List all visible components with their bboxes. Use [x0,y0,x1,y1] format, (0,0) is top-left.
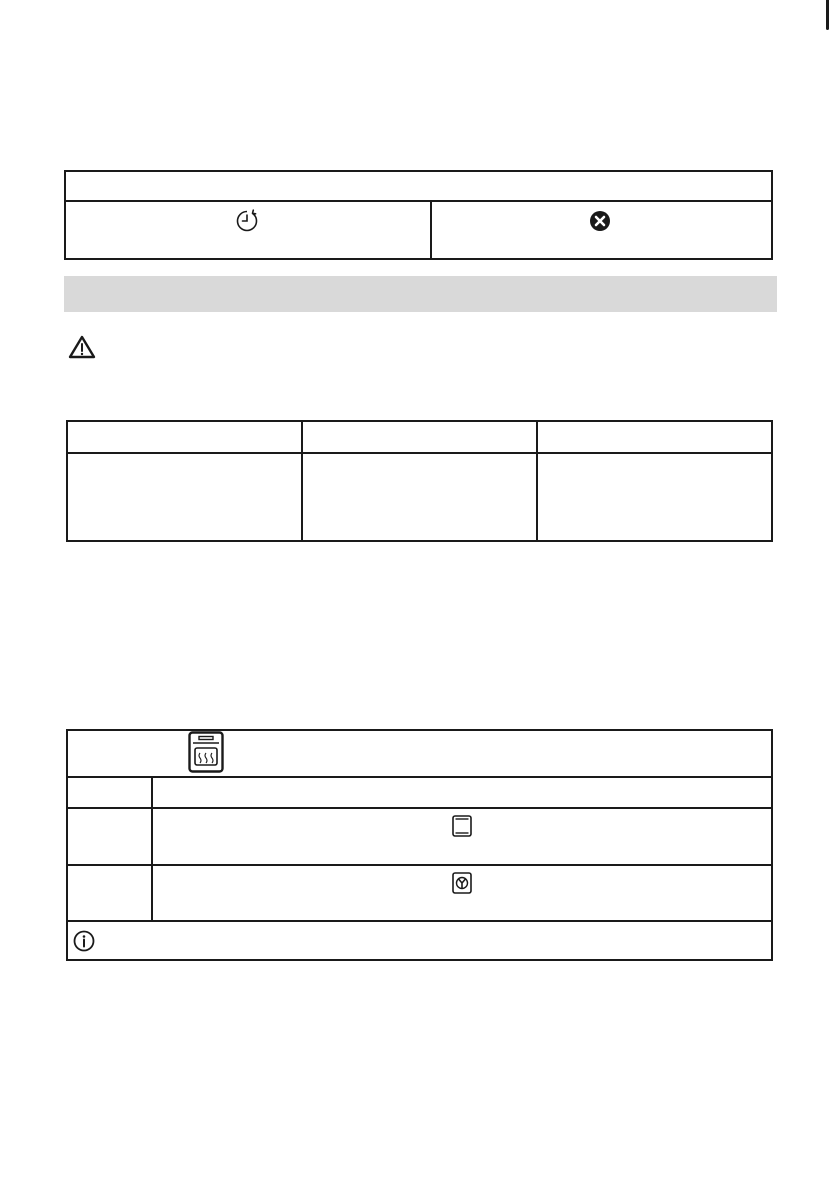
oven-function-table-row-divider-2 [66,807,773,809]
info-icon [73,930,95,952]
warning-triangle-icon [68,335,96,359]
oven-function-table-row-divider-3 [66,864,773,866]
oven-function-table-row-divider-4 [66,920,773,922]
clock-restart-icon [235,209,259,233]
timer-cancel-table-divider [64,200,773,202]
cancel-circle-icon [589,210,611,232]
oven-function-table [66,729,773,961]
three-column-table-column-divider-2 [536,420,538,542]
oven-function-table-column-divider [151,776,153,922]
timer-cancel-table [64,170,773,260]
three-column-table-header-divider [66,452,773,454]
page-edge-marker [826,0,829,30]
conventional-heating-icon [452,815,472,837]
three-column-table [66,420,773,542]
section-heading-bar [64,276,777,312]
fan-heating-icon [452,872,472,894]
timer-cancel-table-column-divider [430,200,432,260]
oven-function-table-row-divider-1 [66,776,773,778]
oven-bottom-heat-icon [188,731,224,773]
three-column-table-column-divider-1 [301,420,303,542]
